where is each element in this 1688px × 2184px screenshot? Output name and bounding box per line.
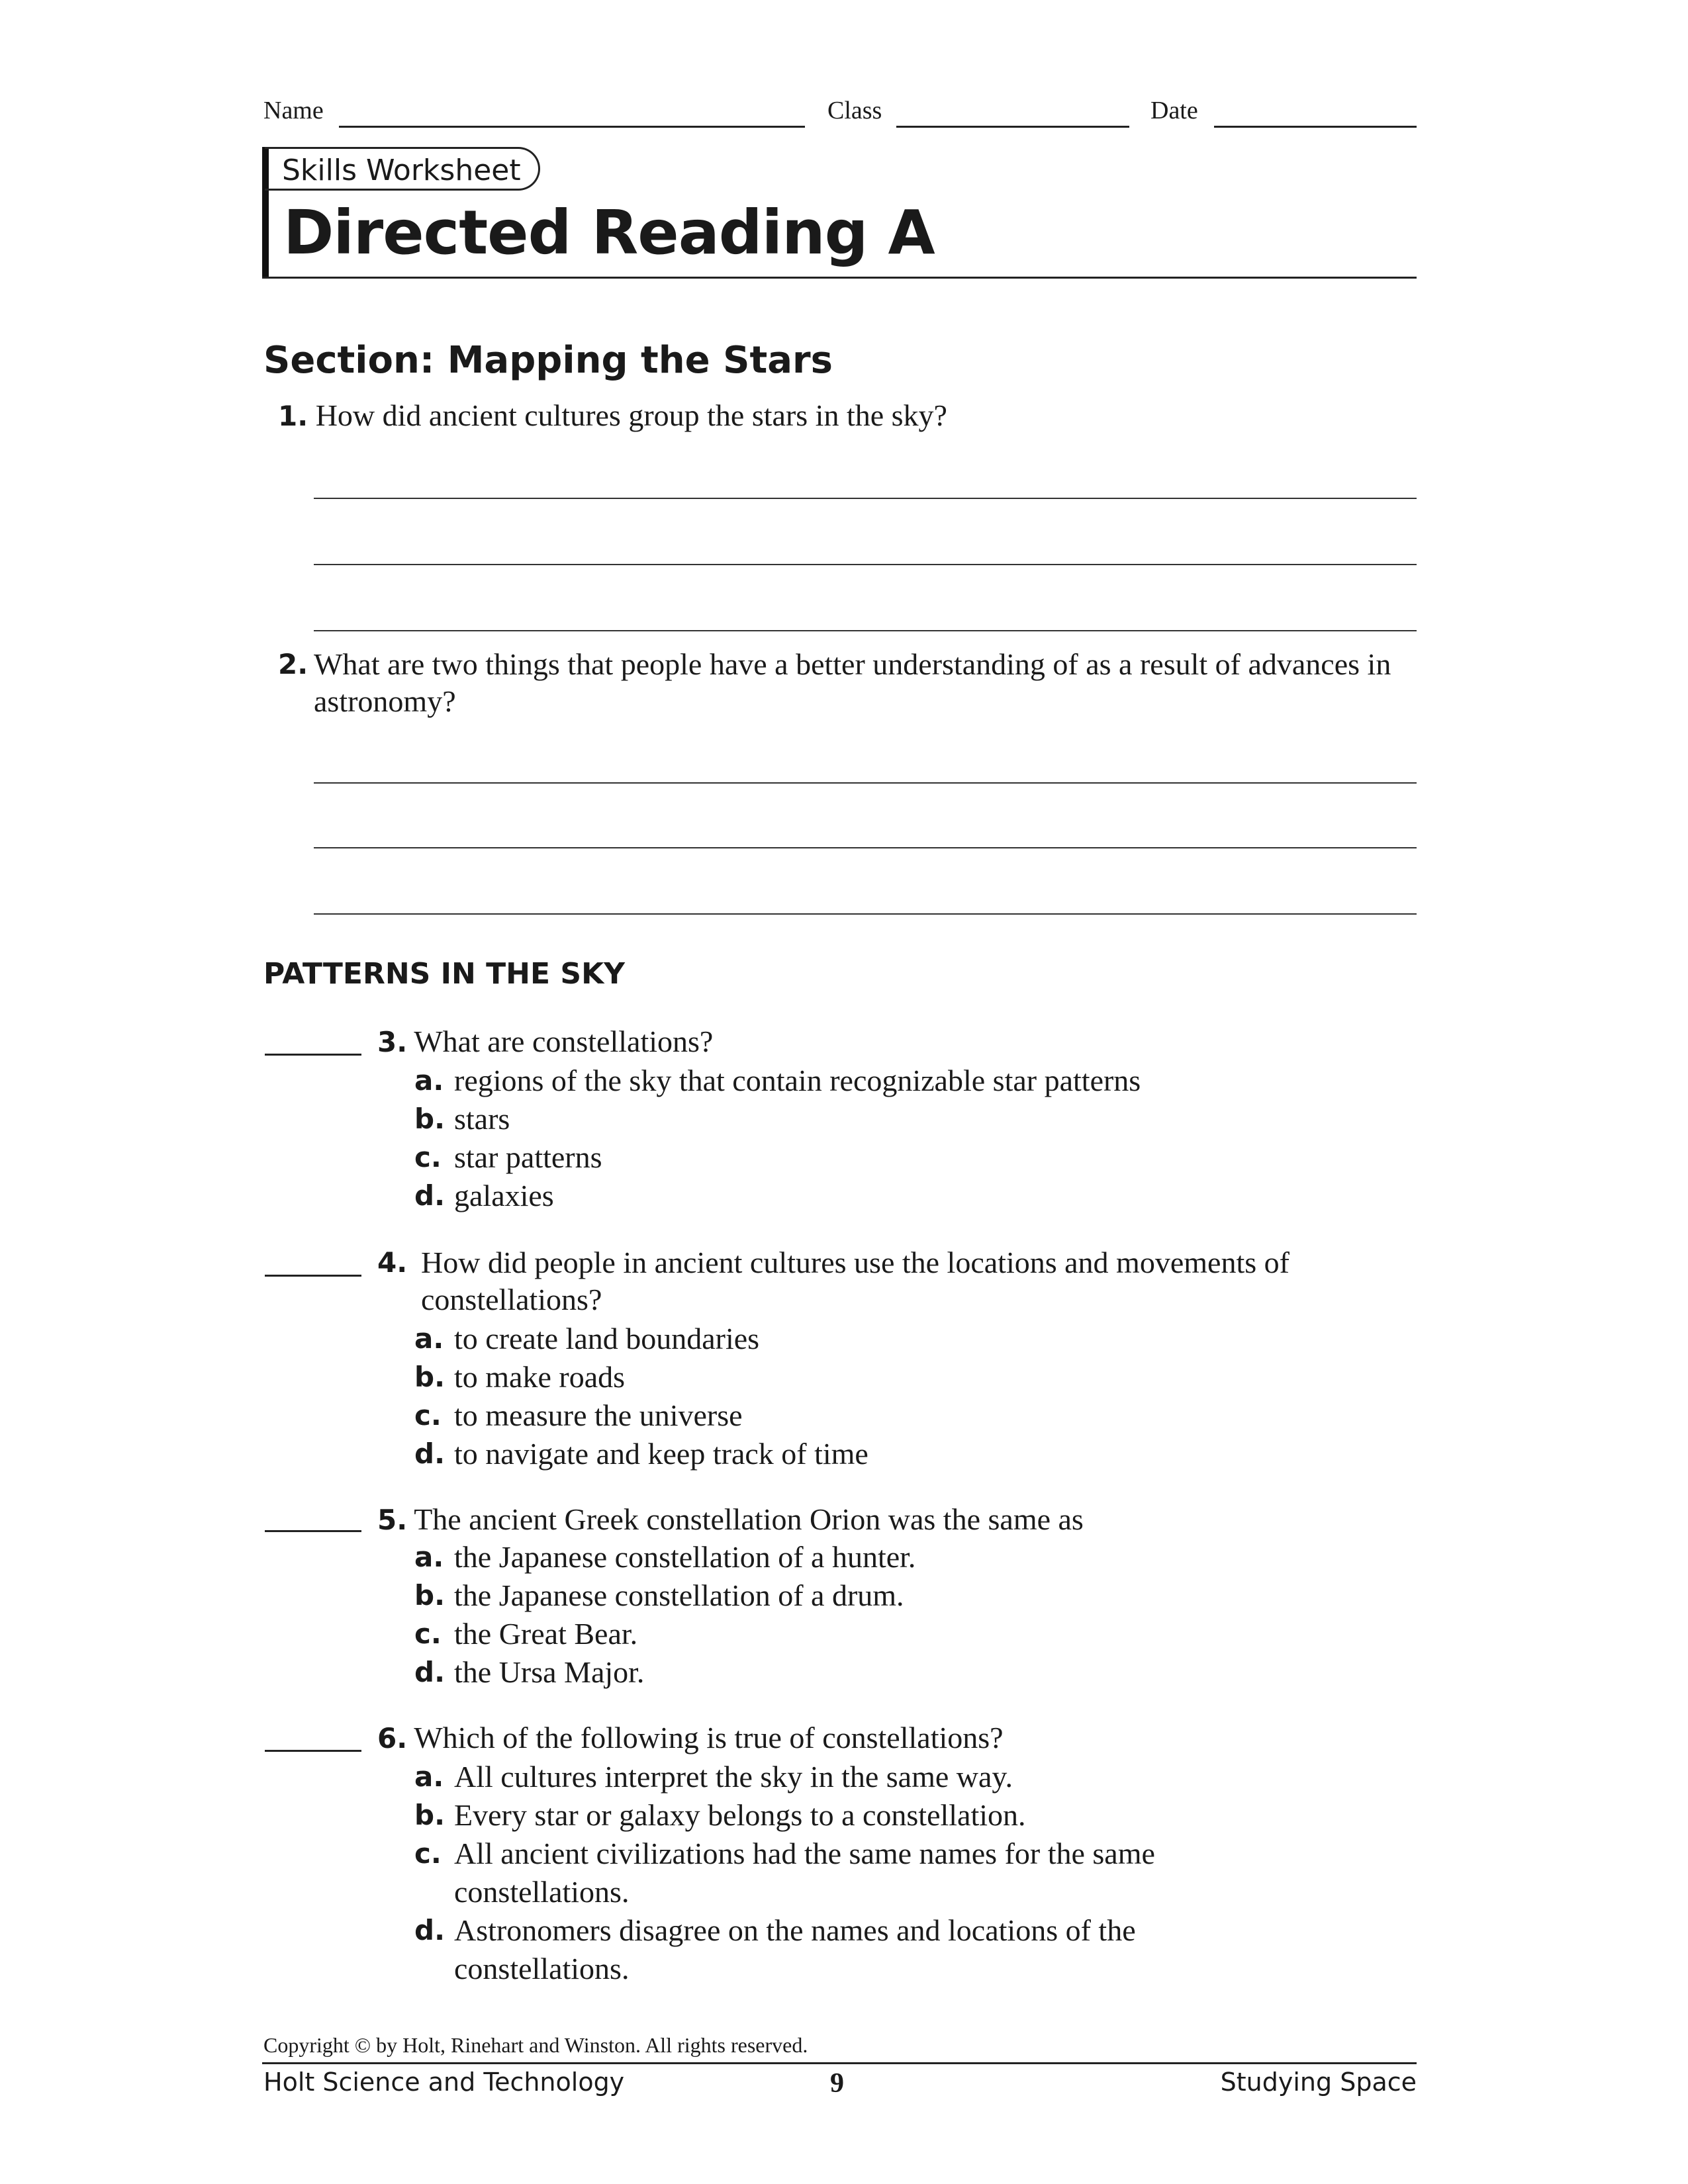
- page-number: 9: [830, 2068, 844, 2099]
- option-text: the Great Bear.: [454, 1617, 638, 1651]
- option: [414, 1538, 1407, 1576]
- open-question-2: [278, 646, 1417, 720]
- mc-question-5: [377, 1501, 1417, 1539]
- copyright: Copyright © by Holt, Rinehart and Winston. All rights reserved.: [263, 2033, 808, 2057]
- question-number: 4.: [377, 1246, 408, 1279]
- option-text: regions of the sky that contain recognizable star patterns: [454, 1064, 1141, 1097]
- question-text: How did ancient cultures group the stars in the sky?: [315, 398, 947, 432]
- option-letter: a.: [414, 1541, 444, 1573]
- class-label: Class: [827, 97, 882, 124]
- option: [414, 1396, 1407, 1435]
- option-text: Every star or galaxy belongs to a constellation.: [454, 1798, 1026, 1832]
- option-text: to make roads: [454, 1360, 626, 1394]
- option: [414, 1796, 1301, 1835]
- option: [414, 1653, 1407, 1692]
- answer-line[interactable]: [314, 630, 1417, 631]
- chapter-title: Studying Space: [1220, 2068, 1417, 2097]
- option-text: stars: [454, 1102, 510, 1136]
- option-letter: b.: [414, 1103, 445, 1135]
- question-text: How did people in ancient cultures use the locations and movements of constellations?: [421, 1246, 1289, 1316]
- name-label: Name: [263, 97, 324, 124]
- option-text: galaxies: [454, 1179, 554, 1212]
- option: [414, 1576, 1407, 1615]
- option: [414, 1835, 1301, 1911]
- answer-line[interactable]: [314, 913, 1417, 915]
- option: [414, 1758, 1301, 1796]
- answer-blank[interactable]: [265, 1275, 361, 1277]
- option-letter: d.: [414, 1914, 445, 1946]
- worksheet-tab: Skills Worksheet: [265, 147, 540, 191]
- answer-blank[interactable]: [265, 1750, 361, 1752]
- question-number: 3.: [377, 1026, 408, 1058]
- option-letter: b.: [414, 1361, 445, 1393]
- question-text: What are constellations?: [414, 1024, 714, 1058]
- title-divider: [262, 277, 1417, 279]
- question-number: 5.: [377, 1504, 408, 1536]
- option-text: the Japanese constellation of a drum.: [454, 1578, 904, 1612]
- option: [414, 1615, 1407, 1653]
- options-list: [414, 1538, 1407, 1692]
- question-number: 1.: [278, 400, 308, 432]
- options-list: [414, 1758, 1301, 1988]
- option: [414, 1062, 1407, 1100]
- option-text: star patterns: [454, 1140, 602, 1174]
- date-label: Date: [1150, 97, 1198, 124]
- option-letter: d.: [414, 1437, 445, 1470]
- open-question-1: [278, 397, 1417, 435]
- option-letter: c.: [414, 1837, 442, 1870]
- option-letter: d.: [414, 1179, 445, 1212]
- answer-line[interactable]: [314, 847, 1417, 848]
- option: [414, 1320, 1407, 1358]
- footer-divider: [262, 2062, 1417, 2064]
- question-number: 2.: [278, 648, 308, 680]
- option-text: the Japanese constellation of a hunter.: [454, 1540, 916, 1574]
- mc-question-6: [377, 1719, 1417, 1757]
- options-list: [414, 1320, 1407, 1473]
- subheading: PATTERNS IN THE SKY: [263, 957, 626, 991]
- name-field[interactable]: [339, 126, 805, 128]
- page-title: Directed Reading A: [283, 197, 935, 268]
- option-letter: c.: [414, 1141, 442, 1173]
- option: [414, 1358, 1407, 1396]
- option: [414, 1911, 1301, 1988]
- option-text: to navigate and keep track of time: [454, 1437, 868, 1471]
- answer-blank[interactable]: [265, 1054, 361, 1056]
- answer-line[interactable]: [314, 782, 1417, 784]
- option-text: to create land boundaries: [454, 1322, 760, 1355]
- question-text: The ancient Greek constellation Orion was the same as: [414, 1502, 1084, 1536]
- option-text: All cultures interpret the sky in the same way.: [454, 1760, 1013, 1794]
- answer-line[interactable]: [314, 498, 1417, 499]
- option-letter: c.: [414, 1617, 442, 1650]
- option-letter: b.: [414, 1579, 445, 1612]
- option-letter: a.: [414, 1760, 444, 1793]
- answer-line[interactable]: [314, 564, 1417, 565]
- option: [414, 1177, 1407, 1215]
- question-number: 6.: [377, 1722, 408, 1754]
- option: [414, 1435, 1407, 1473]
- option-letter: a.: [414, 1064, 444, 1097]
- mc-question-3: [377, 1023, 1417, 1061]
- answer-blank[interactable]: [265, 1530, 361, 1532]
- option-text: to measure the universe: [454, 1398, 743, 1432]
- mc-question-4: [377, 1244, 1417, 1318]
- question-text: What are two things that people have a better understanding of as a result of advances in astronomy?: [314, 647, 1391, 718]
- option-text: the Ursa Major.: [454, 1655, 645, 1689]
- date-field[interactable]: [1214, 126, 1417, 128]
- option-text: Astronomers disagree on the names and locations of the constellations.: [454, 1913, 1136, 1985]
- option-text: All ancient civilizations had the same names for the same constellations.: [454, 1837, 1155, 1909]
- option: [414, 1100, 1407, 1138]
- option: [414, 1138, 1407, 1177]
- publisher: Holt Science and Technology: [263, 2068, 625, 2097]
- option-letter: a.: [414, 1322, 444, 1355]
- class-field[interactable]: [896, 126, 1129, 128]
- option-letter: b.: [414, 1799, 445, 1831]
- option-letter: c.: [414, 1399, 442, 1432]
- option-letter: d.: [414, 1656, 445, 1688]
- section-heading: Section: Mapping the Stars: [263, 339, 833, 382]
- options-list: [414, 1062, 1407, 1215]
- question-text: Which of the following is true of constellations?: [414, 1721, 1004, 1754]
